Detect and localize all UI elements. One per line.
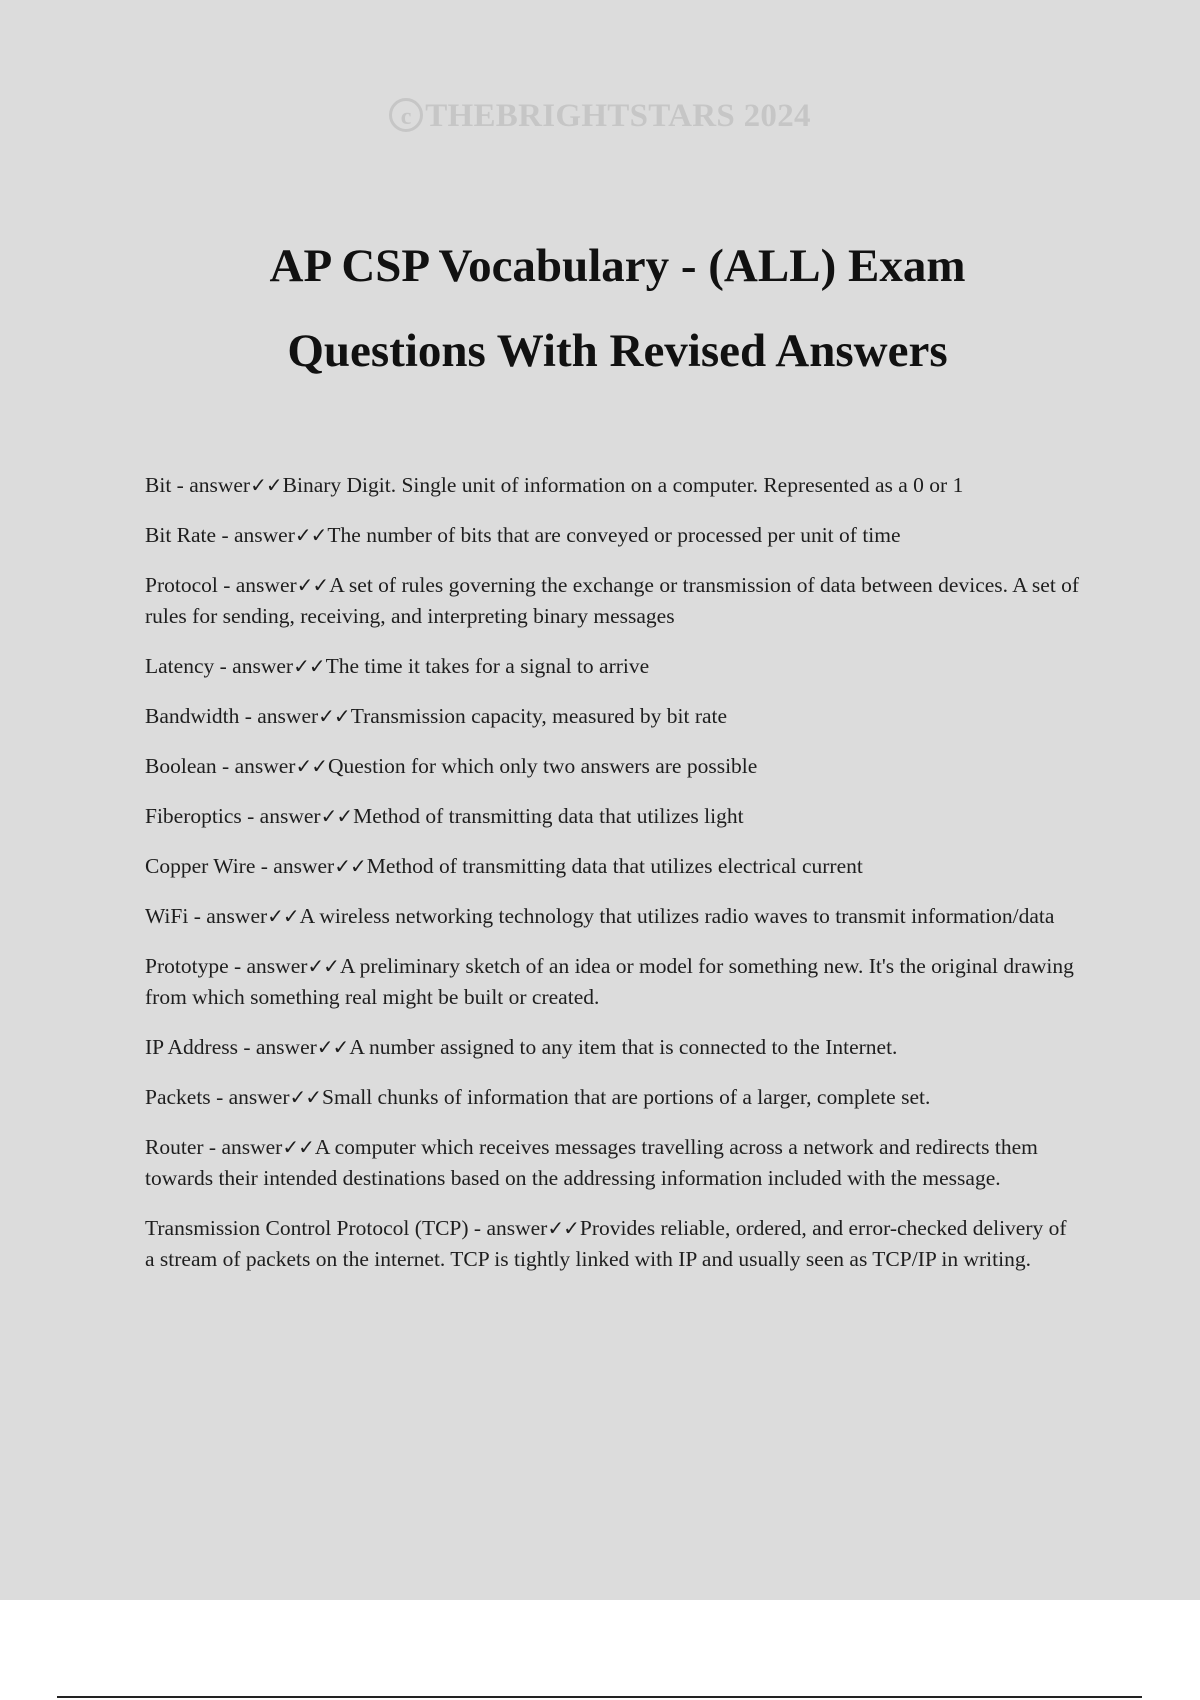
- watermark: [0, 98, 1200, 135]
- entry-definition: Binary Digit. Single unit of information on a computer. Represented as a 0 or 1: [282, 473, 964, 497]
- double-check-icon: ✓✓: [289, 1085, 322, 1109]
- entry-definition: Small chunks of information that are portions of a larger, complete set.: [322, 1085, 931, 1109]
- double-check-icon: ✓✓: [295, 754, 327, 778]
- entry-answer-separator: - answer: [239, 704, 319, 728]
- entry-answer-separator: - answer: [228, 954, 308, 978]
- vocabulary-entry: [145, 951, 1080, 1013]
- double-check-icon: ✓✓: [294, 523, 327, 547]
- double-check-icon: ✓✓: [293, 654, 325, 678]
- entry-definition: Transmission capacity, measured by bit rate: [350, 704, 728, 728]
- entry-answer-separator: - answer: [468, 1216, 548, 1240]
- entry-answer-separator: - answer: [241, 804, 321, 828]
- entry-term: Copper Wire: [145, 854, 256, 878]
- entry-term: Router: [145, 1135, 204, 1159]
- vocabulary-entry: [145, 701, 1080, 732]
- double-check-icon: ✓✓: [296, 573, 329, 597]
- entry-answer-separator: - answer: [214, 654, 294, 678]
- vocabulary-entry: [145, 801, 1080, 832]
- entry-term: Prototype: [145, 954, 229, 978]
- entry-term: Bit: [145, 473, 172, 497]
- watermark-text: THEBRIGHTSTARS 2024: [425, 98, 811, 134]
- entry-definition: A computer which receives messages travelling across a network and redirects them towards their intended destinations based on the addressing information included with the message.: [145, 1135, 1038, 1190]
- vocabulary-list: [145, 470, 1080, 1294]
- entry-definition: The time it takes for a signal to arrive: [325, 654, 650, 678]
- copyright-icon: c: [389, 98, 423, 132]
- vocabulary-entry: [145, 470, 1080, 501]
- title-line-1: AP CSP Vocabulary - (ALL) Exam: [269, 240, 966, 292]
- double-check-icon: ✓✓: [547, 1216, 579, 1240]
- double-check-icon: ✓✓: [267, 904, 299, 928]
- page-title: [0, 224, 1200, 394]
- entry-definition: Method of transmitting data that utilizes light: [353, 804, 744, 828]
- double-check-icon: ✓✓: [334, 854, 366, 878]
- entry-answer-separator: - answer: [216, 754, 296, 778]
- entry-answer-separator: - answer: [217, 573, 297, 597]
- entry-answer-separator: - answer: [203, 1135, 283, 1159]
- entry-answer-separator: - answer: [188, 904, 268, 928]
- entry-term: Packets: [145, 1085, 211, 1109]
- entry-definition: A wireless networking technology that utilizes radio waves to transmit information/data: [299, 904, 1055, 928]
- entry-answer-separator: - answer: [216, 523, 295, 547]
- entry-term: Latency: [145, 654, 215, 678]
- entry-answer-separator: - answer: [171, 473, 251, 497]
- double-check-icon: ✓✓: [307, 954, 339, 978]
- entry-definition: Method of transmitting data that utilizes electrical current: [366, 854, 863, 878]
- double-check-icon: ✓✓: [320, 804, 353, 828]
- entry-definition: A preliminary sketch of an idea or model for something new. It's the original drawing from which something real might be built or created.: [145, 954, 1074, 1009]
- vocabulary-entry: [145, 901, 1080, 932]
- double-check-icon: ✓✓: [282, 1135, 314, 1159]
- entry-definition: Provides reliable, ordered, and error-checked delivery of a stream of packets on the internet. TCP is tightly linked with IP and usually seen as TCP/IP in writing.: [145, 1216, 1067, 1271]
- entry-term: Protocol: [145, 573, 218, 597]
- entry-term: Bit Rate: [145, 523, 217, 547]
- vocabulary-entry: [145, 1032, 1080, 1063]
- entry-definition: A number assigned to any item that is connected to the Internet.: [349, 1035, 898, 1059]
- double-check-icon: ✓✓: [316, 1035, 349, 1059]
- entry-answer-separator: - answer: [255, 854, 335, 878]
- entry-definition: The number of bits that are conveyed or processed per unit of time: [327, 523, 901, 547]
- vocabulary-entry: [145, 520, 1080, 551]
- vocabulary-entry: [145, 751, 1080, 782]
- entry-term: Boolean: [145, 754, 217, 778]
- entry-term: Fiberoptics: [145, 804, 242, 828]
- entry-term: Bandwidth: [145, 704, 240, 728]
- vocabulary-entry: [145, 1213, 1080, 1275]
- double-check-icon: ✓✓: [250, 473, 282, 497]
- entry-definition: A set of rules governing the exchange or transmission of data between devices. A set of rules for sending, receiving, and interpreting binary messages: [145, 573, 1080, 628]
- entry-answer-separator: - answer: [237, 1035, 317, 1059]
- vocabulary-entry: [145, 651, 1080, 682]
- vocabulary-entry: [145, 570, 1080, 632]
- entry-term: WiFi: [145, 904, 189, 928]
- entry-term: Transmission Control Protocol (TCP): [145, 1216, 469, 1240]
- entry-term: IP Address: [145, 1035, 238, 1059]
- double-check-icon: ✓✓: [318, 704, 350, 728]
- vocabulary-entry: [145, 1132, 1080, 1194]
- vocabulary-entry: [145, 851, 1080, 882]
- entry-definition: Question for which only two answers are possible: [327, 754, 758, 778]
- vocabulary-entry: [145, 1082, 1080, 1113]
- footer-divider: [57, 1696, 1142, 1698]
- title-line-2: Questions With Revised Answers: [287, 325, 948, 377]
- entry-answer-separator: - answer: [210, 1085, 290, 1109]
